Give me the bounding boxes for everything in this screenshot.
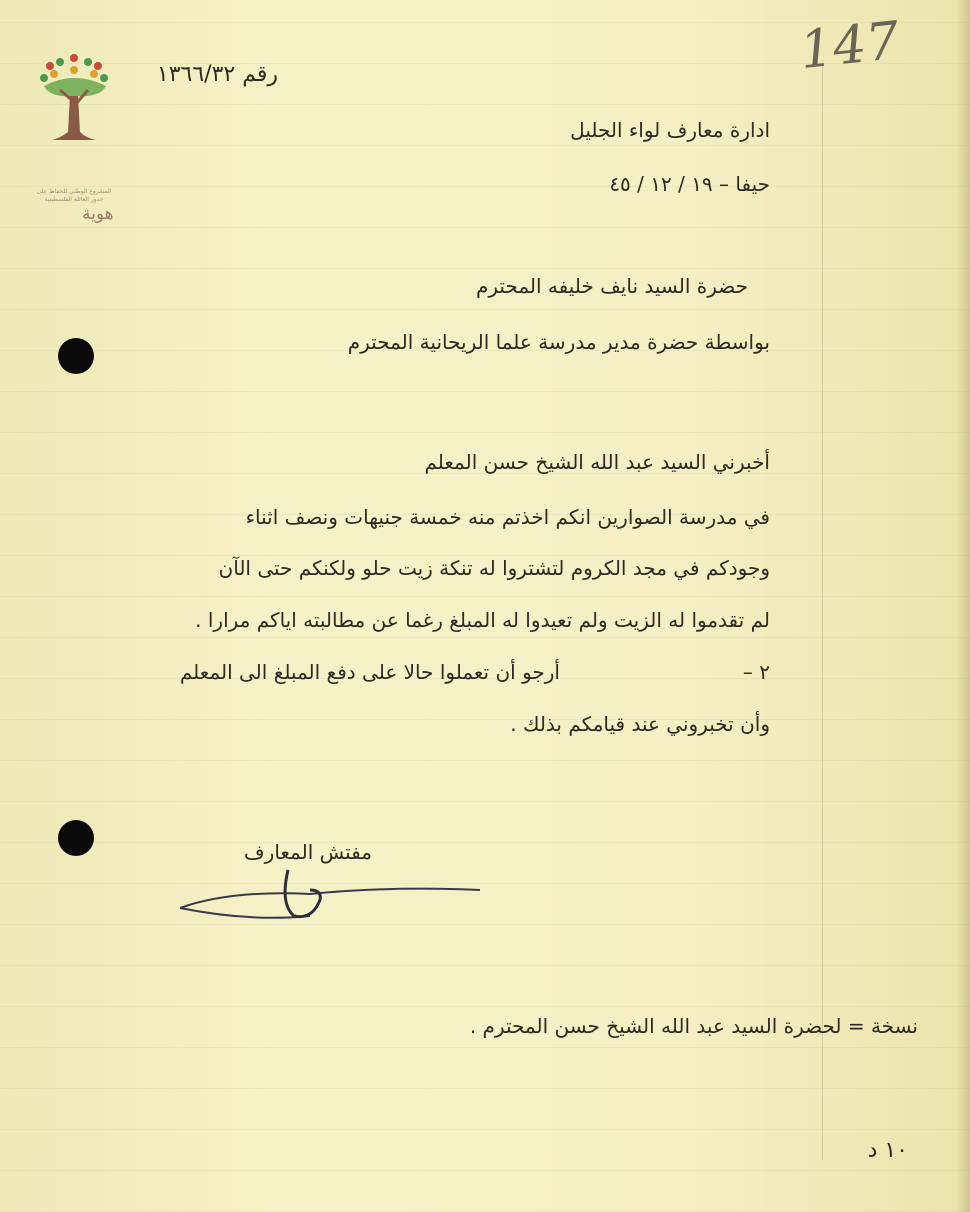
body-line-5-number: ٢ – [742,660,770,684]
signature-mark [170,860,500,940]
body-line-6: وأن تخبروني عند قيامكم بذلك . [510,712,770,736]
addressee-line-2: بواسطة حضرة مدير مدرسة علما الريحانية المحترم [347,330,770,354]
addressee-line-1: حضرة السيد نايف خليفه المحترم [475,274,748,298]
copy-note: نسخة = لحضرة السيد عبد الله الشيخ حسن المحترم . [469,1014,918,1038]
logo-subtitle-1: المشروع الوطني للحفاظ على [36,188,112,195]
page-edge-shadow [956,0,970,1212]
handwritten-page-number: 147 [797,10,903,82]
body-line-3: وجودكم في مجد الكروم لتشتروا له تنكة زيت حلو ولكنكم حتى الآن [218,556,770,580]
footer-code: ١٠ د [867,1138,908,1163]
signature-title: مفتش المعارف [243,840,372,864]
body-line-5: أرجو أن تعملوا حالا على دفع المبلغ الى المعلم [179,660,560,684]
tree-icon [30,52,120,152]
office-name: ادارة معارف لواء الجليل [570,118,770,142]
punch-hole-top [58,338,94,374]
logo-subtitle-2: جذور العائلة الفلسطينية [44,196,104,203]
date-line: حيفا – ١٩ / ١٢ / ٤٥ [609,172,770,196]
body-line-1: أخبرني السيد عبد الله الشيخ حسن المعلم [424,450,770,474]
logo-name: هوية [82,204,114,224]
body-line-2: في مدرسة الصوارين انكم اخذتم منه خمسة جنيهات ونصف اثناء [245,505,770,529]
punch-hole-bottom [58,820,94,856]
reference-number: رقم ١٣٦٦/٣٢ [156,62,278,87]
body-line-4: لم تقدموا له الزيت ولم تعيدوا له المبلغ رغما عن مطالبته اياكم مرارا . [195,608,770,632]
margin-rule [822,60,823,1160]
